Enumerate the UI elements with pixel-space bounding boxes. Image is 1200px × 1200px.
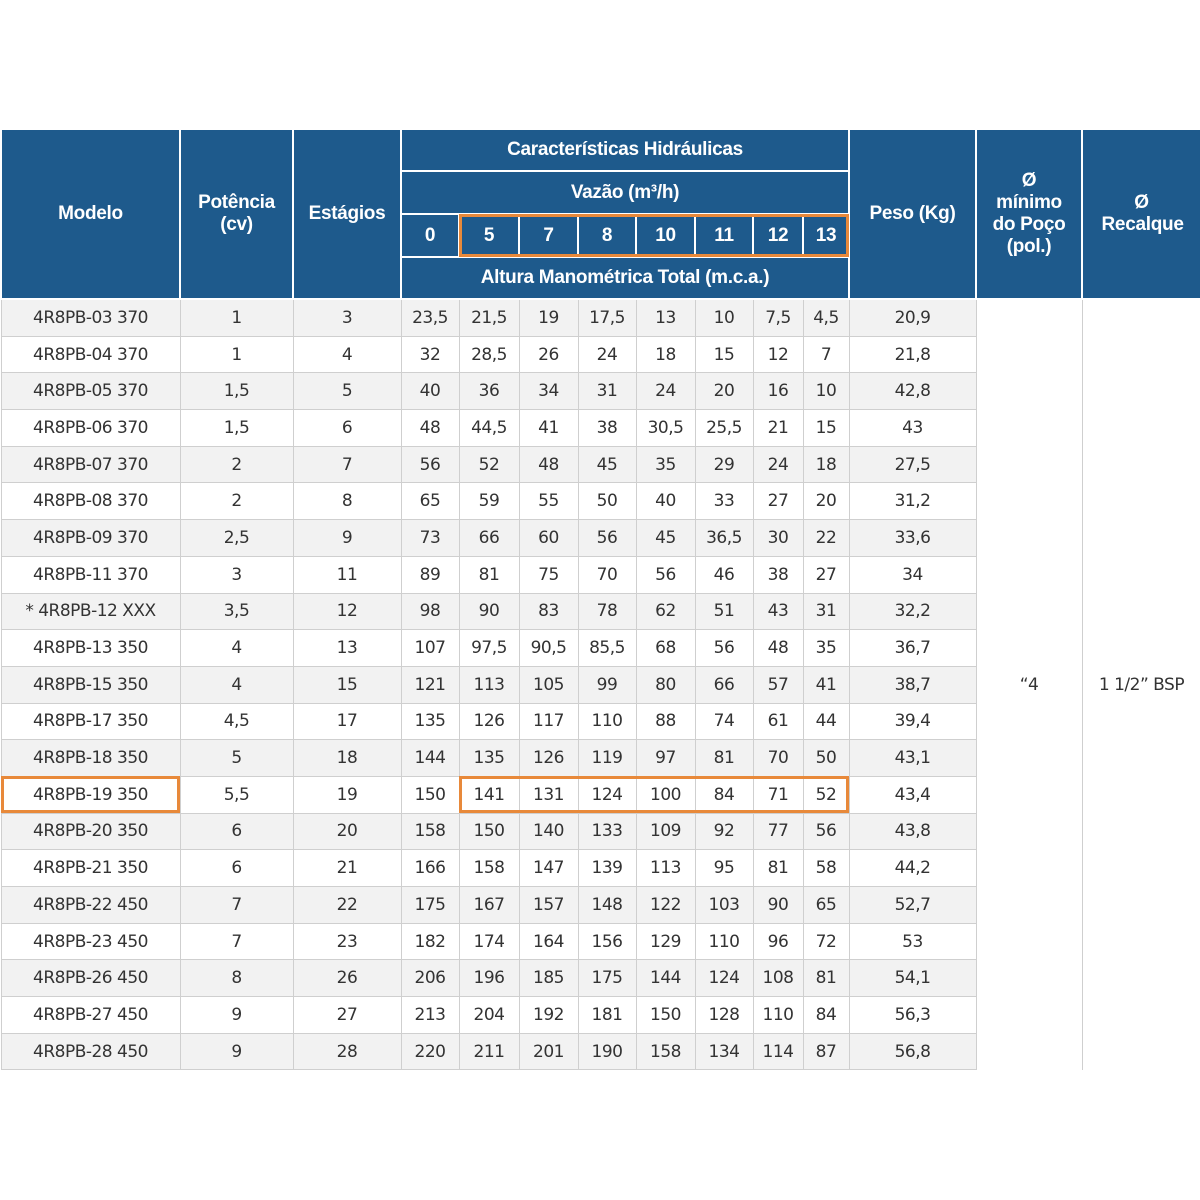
cell-peso: 56,8 bbox=[849, 1033, 976, 1070]
cell-altura: 196 bbox=[459, 960, 519, 997]
pump-spec-table-container bbox=[0, 128, 1200, 1071]
cell-altura: 84 bbox=[803, 997, 849, 1034]
cell-altura: 175 bbox=[578, 960, 636, 997]
cell-altura: 7,5 bbox=[753, 299, 803, 336]
cell-peso: 54,1 bbox=[849, 960, 976, 997]
cell-estagios: 9 bbox=[293, 520, 401, 557]
cell-peso: 38,7 bbox=[849, 666, 976, 703]
cell-altura: 103 bbox=[695, 887, 753, 924]
cell-altura: 117 bbox=[519, 703, 578, 740]
cell-altura: 89 bbox=[401, 556, 459, 593]
cell-altura: 7 bbox=[803, 336, 849, 373]
cell-altura: 15 bbox=[695, 336, 753, 373]
cell-altura: 110 bbox=[753, 997, 803, 1034]
cell-altura: 144 bbox=[636, 960, 695, 997]
cell-peso: 27,5 bbox=[849, 446, 976, 483]
cell-altura: 201 bbox=[519, 1033, 578, 1070]
header-modelo: Modelo bbox=[1, 129, 180, 299]
cell-modelo: 4R8PB-21 350 bbox=[1, 850, 180, 887]
cell-peso: 39,4 bbox=[849, 703, 976, 740]
cell-potencia: 4 bbox=[180, 630, 293, 667]
cell-modelo: * 4R8PB-12 XXX bbox=[1, 593, 180, 630]
header-flow-6: 12 bbox=[753, 214, 803, 257]
cell-altura: 24 bbox=[578, 336, 636, 373]
cell-modelo: 4R8PB-09 370 bbox=[1, 520, 180, 557]
cell-altura: 65 bbox=[401, 483, 459, 520]
cell-potencia: 1,5 bbox=[180, 373, 293, 410]
cell-altura: 40 bbox=[401, 373, 459, 410]
cell-altura: 144 bbox=[401, 740, 459, 777]
cell-altura: 113 bbox=[459, 666, 519, 703]
header-vazao: Vazão (m³/h) bbox=[401, 171, 849, 214]
cell-estagios: 11 bbox=[293, 556, 401, 593]
cell-altura: 57 bbox=[753, 666, 803, 703]
cell-altura: 80 bbox=[636, 666, 695, 703]
cell-altura: 30 bbox=[753, 520, 803, 557]
cell-estagios: 26 bbox=[293, 960, 401, 997]
cell-altura: 124 bbox=[695, 960, 753, 997]
cell-altura: 99 bbox=[578, 666, 636, 703]
cell-altura: 10 bbox=[695, 299, 753, 336]
cell-altura: 95 bbox=[695, 850, 753, 887]
cell-peso: 32,2 bbox=[849, 593, 976, 630]
cell-modelo: 4R8PB-28 450 bbox=[1, 1033, 180, 1070]
cell-altura: 124 bbox=[578, 776, 636, 813]
cell-peso: 44,2 bbox=[849, 850, 976, 887]
header-flow-0: 0 bbox=[401, 214, 459, 257]
cell-peso: 43,1 bbox=[849, 740, 976, 777]
cell-altura: 105 bbox=[519, 666, 578, 703]
cell-modelo: 4R8PB-26 450 bbox=[1, 960, 180, 997]
cell-altura: 97,5 bbox=[459, 630, 519, 667]
cell-altura: 78 bbox=[578, 593, 636, 630]
cell-altura: 22 bbox=[803, 520, 849, 557]
cell-potencia: 2 bbox=[180, 483, 293, 520]
cell-estagios: 23 bbox=[293, 923, 401, 960]
cell-altura: 66 bbox=[695, 666, 753, 703]
cell-estagios: 20 bbox=[293, 813, 401, 850]
cell-altura: 23,5 bbox=[401, 299, 459, 336]
cell-altura: 56 bbox=[803, 813, 849, 850]
cell-altura: 181 bbox=[578, 997, 636, 1034]
cell-modelo: 4R8PB-15 350 bbox=[1, 666, 180, 703]
cell-altura: 141 bbox=[459, 776, 519, 813]
cell-altura: 85,5 bbox=[578, 630, 636, 667]
header-flow-7: 13 bbox=[803, 214, 849, 257]
cell-altura: 15 bbox=[803, 410, 849, 447]
cell-modelo: 4R8PB-19 350 bbox=[1, 776, 180, 813]
cell-altura: 61 bbox=[753, 703, 803, 740]
cell-altura: 206 bbox=[401, 960, 459, 997]
cell-potencia: 5,5 bbox=[180, 776, 293, 813]
pump-spec-table bbox=[0, 128, 1200, 1070]
cell-altura: 24 bbox=[753, 446, 803, 483]
cell-altura: 158 bbox=[636, 1033, 695, 1070]
header-flow-4: 10 bbox=[636, 214, 695, 257]
cell-peso: 53 bbox=[849, 923, 976, 960]
cell-altura: 92 bbox=[695, 813, 753, 850]
cell-modelo: 4R8PB-04 370 bbox=[1, 336, 180, 373]
cell-peso: 36,7 bbox=[849, 630, 976, 667]
cell-altura: 81 bbox=[459, 556, 519, 593]
cell-altura: 16 bbox=[753, 373, 803, 410]
cell-altura: 126 bbox=[519, 740, 578, 777]
cell-altura: 140 bbox=[519, 813, 578, 850]
header-poco bbox=[976, 129, 1082, 299]
cell-peso: 31,2 bbox=[849, 483, 976, 520]
cell-altura: 150 bbox=[459, 813, 519, 850]
cell-modelo: 4R8PB-22 450 bbox=[1, 887, 180, 924]
cell-altura: 90,5 bbox=[519, 630, 578, 667]
cell-altura: 10 bbox=[803, 373, 849, 410]
cell-altura: 12 bbox=[753, 336, 803, 373]
cell-altura: 20 bbox=[803, 483, 849, 520]
cell-potencia: 2,5 bbox=[180, 520, 293, 557]
cell-altura: 220 bbox=[401, 1033, 459, 1070]
cell-peso: 20,9 bbox=[849, 299, 976, 336]
cell-potencia: 4 bbox=[180, 666, 293, 703]
cell-altura: 52 bbox=[803, 776, 849, 813]
cell-peso: 42,8 bbox=[849, 373, 976, 410]
cell-altura: 51 bbox=[695, 593, 753, 630]
cell-altura: 204 bbox=[459, 997, 519, 1034]
cell-altura: 41 bbox=[803, 666, 849, 703]
cell-altura: 74 bbox=[695, 703, 753, 740]
cell-altura: 28,5 bbox=[459, 336, 519, 373]
cell-peso: 34 bbox=[849, 556, 976, 593]
cell-altura: 27 bbox=[803, 556, 849, 593]
cell-altura: 90 bbox=[753, 887, 803, 924]
header-flow-5: 11 bbox=[695, 214, 753, 257]
cell-altura: 174 bbox=[459, 923, 519, 960]
cell-altura: 58 bbox=[803, 850, 849, 887]
cell-altura: 13 bbox=[636, 299, 695, 336]
table-body bbox=[1, 299, 1200, 1070]
cell-altura: 48 bbox=[753, 630, 803, 667]
cell-potencia: 2 bbox=[180, 446, 293, 483]
table-row bbox=[1, 299, 1200, 336]
cell-modelo: 4R8PB-18 350 bbox=[1, 740, 180, 777]
cell-peso: 43,8 bbox=[849, 813, 976, 850]
cell-altura: 128 bbox=[695, 997, 753, 1034]
cell-altura: 40 bbox=[636, 483, 695, 520]
cell-altura: 114 bbox=[753, 1033, 803, 1070]
cell-altura: 60 bbox=[519, 520, 578, 557]
cell-estagios: 6 bbox=[293, 410, 401, 447]
cell-peso: 56,3 bbox=[849, 997, 976, 1034]
cell-altura: 158 bbox=[459, 850, 519, 887]
cell-altura: 41 bbox=[519, 410, 578, 447]
cell-altura: 182 bbox=[401, 923, 459, 960]
cell-potencia: 9 bbox=[180, 1033, 293, 1070]
header-estagios: Estágios bbox=[293, 129, 401, 299]
cell-estagios: 21 bbox=[293, 850, 401, 887]
cell-altura: 175 bbox=[401, 887, 459, 924]
cell-altura: 4,5 bbox=[803, 299, 849, 336]
cell-altura: 166 bbox=[401, 850, 459, 887]
cell-modelo: 4R8PB-27 450 bbox=[1, 997, 180, 1034]
cell-altura: 211 bbox=[459, 1033, 519, 1070]
cell-altura: 131 bbox=[519, 776, 578, 813]
cell-estagios: 12 bbox=[293, 593, 401, 630]
cell-altura: 84 bbox=[695, 776, 753, 813]
cell-modelo: 4R8PB-20 350 bbox=[1, 813, 180, 850]
cell-altura: 56 bbox=[695, 630, 753, 667]
cell-modelo: 4R8PB-03 370 bbox=[1, 299, 180, 336]
cell-altura: 29 bbox=[695, 446, 753, 483]
cell-altura: 72 bbox=[803, 923, 849, 960]
cell-altura: 32 bbox=[401, 336, 459, 373]
header-potencia-label: Potência (cv) bbox=[198, 192, 275, 235]
cell-modelo: 4R8PB-08 370 bbox=[1, 483, 180, 520]
cell-altura: 90 bbox=[459, 593, 519, 630]
cell-altura: 81 bbox=[695, 740, 753, 777]
cell-altura: 21 bbox=[753, 410, 803, 447]
cell-altura: 135 bbox=[459, 740, 519, 777]
cell-altura: 59 bbox=[459, 483, 519, 520]
cell-altura: 33 bbox=[695, 483, 753, 520]
cell-peso: 33,6 bbox=[849, 520, 976, 557]
cell-altura: 65 bbox=[803, 887, 849, 924]
cell-altura: 148 bbox=[578, 887, 636, 924]
cell-altura: 100 bbox=[636, 776, 695, 813]
cell-peso: 43,4 bbox=[849, 776, 976, 813]
cell-altura: 27 bbox=[753, 483, 803, 520]
cell-altura: 38 bbox=[578, 410, 636, 447]
cell-peso: 21,8 bbox=[849, 336, 976, 373]
cell-estagios: 28 bbox=[293, 1033, 401, 1070]
cell-peso: 43 bbox=[849, 410, 976, 447]
cell-modelo: 4R8PB-17 350 bbox=[1, 703, 180, 740]
cell-modelo: 4R8PB-06 370 bbox=[1, 410, 180, 447]
cell-altura: 31 bbox=[578, 373, 636, 410]
table-header bbox=[1, 129, 1200, 299]
cell-altura: 164 bbox=[519, 923, 578, 960]
cell-estagios: 8 bbox=[293, 483, 401, 520]
cell-altura: 88 bbox=[636, 703, 695, 740]
cell-recalque: 1 1/2” BSP bbox=[1082, 299, 1200, 1070]
cell-estagios: 15 bbox=[293, 666, 401, 703]
cell-potencia: 6 bbox=[180, 850, 293, 887]
cell-altura: 190 bbox=[578, 1033, 636, 1070]
cell-altura: 44 bbox=[803, 703, 849, 740]
cell-potencia: 3 bbox=[180, 556, 293, 593]
cell-altura: 121 bbox=[401, 666, 459, 703]
cell-modelo: 4R8PB-13 350 bbox=[1, 630, 180, 667]
cell-poco: “4 bbox=[976, 299, 1082, 1070]
cell-potencia: 6 bbox=[180, 813, 293, 850]
cell-altura: 109 bbox=[636, 813, 695, 850]
cell-altura: 31 bbox=[803, 593, 849, 630]
cell-altura: 20 bbox=[695, 373, 753, 410]
header-caracteristicas: Características Hidráulicas bbox=[401, 129, 849, 171]
header-recalque bbox=[1082, 129, 1200, 299]
cell-altura: 25,5 bbox=[695, 410, 753, 447]
cell-estagios: 13 bbox=[293, 630, 401, 667]
cell-altura: 44,5 bbox=[459, 410, 519, 447]
cell-altura: 110 bbox=[695, 923, 753, 960]
cell-potencia: 1,5 bbox=[180, 410, 293, 447]
cell-altura: 119 bbox=[578, 740, 636, 777]
cell-altura: 133 bbox=[578, 813, 636, 850]
cell-estagios: 27 bbox=[293, 997, 401, 1034]
cell-altura: 68 bbox=[636, 630, 695, 667]
cell-altura: 17,5 bbox=[578, 299, 636, 336]
cell-altura: 97 bbox=[636, 740, 695, 777]
cell-altura: 156 bbox=[578, 923, 636, 960]
cell-altura: 213 bbox=[401, 997, 459, 1034]
cell-altura: 108 bbox=[753, 960, 803, 997]
header-peso: Peso (Kg) bbox=[849, 129, 976, 299]
cell-potencia: 5 bbox=[180, 740, 293, 777]
cell-altura: 36 bbox=[459, 373, 519, 410]
cell-altura: 150 bbox=[636, 997, 695, 1034]
header-flow-1: 5 bbox=[459, 214, 519, 257]
cell-estagios: 3 bbox=[293, 299, 401, 336]
cell-altura: 71 bbox=[753, 776, 803, 813]
cell-potencia: 9 bbox=[180, 997, 293, 1034]
cell-modelo: 4R8PB-07 370 bbox=[1, 446, 180, 483]
cell-altura: 18 bbox=[636, 336, 695, 373]
cell-altura: 24 bbox=[636, 373, 695, 410]
cell-altura: 126 bbox=[459, 703, 519, 740]
cell-altura: 21,5 bbox=[459, 299, 519, 336]
cell-altura: 43 bbox=[753, 593, 803, 630]
cell-altura: 122 bbox=[636, 887, 695, 924]
cell-altura: 192 bbox=[519, 997, 578, 1034]
cell-altura: 150 bbox=[401, 776, 459, 813]
cell-altura: 36,5 bbox=[695, 520, 753, 557]
cell-altura: 30,5 bbox=[636, 410, 695, 447]
cell-altura: 81 bbox=[803, 960, 849, 997]
cell-estagios: 19 bbox=[293, 776, 401, 813]
cell-potencia: 7 bbox=[180, 923, 293, 960]
header-recalque-label: Ø Recalque bbox=[1101, 192, 1184, 235]
cell-altura: 73 bbox=[401, 520, 459, 557]
cell-altura: 66 bbox=[459, 520, 519, 557]
cell-altura: 35 bbox=[803, 630, 849, 667]
cell-altura: 19 bbox=[519, 299, 578, 336]
cell-altura: 135 bbox=[401, 703, 459, 740]
cell-altura: 158 bbox=[401, 813, 459, 850]
cell-potencia: 8 bbox=[180, 960, 293, 997]
cell-altura: 56 bbox=[636, 556, 695, 593]
cell-peso: 52,7 bbox=[849, 887, 976, 924]
cell-altura: 87 bbox=[803, 1033, 849, 1070]
cell-altura: 48 bbox=[401, 410, 459, 447]
cell-altura: 129 bbox=[636, 923, 695, 960]
cell-altura: 48 bbox=[519, 446, 578, 483]
cell-modelo: 4R8PB-05 370 bbox=[1, 373, 180, 410]
cell-estagios: 4 bbox=[293, 336, 401, 373]
cell-altura: 55 bbox=[519, 483, 578, 520]
cell-altura: 34 bbox=[519, 373, 578, 410]
cell-altura: 45 bbox=[636, 520, 695, 557]
cell-potencia: 3,5 bbox=[180, 593, 293, 630]
cell-altura: 50 bbox=[803, 740, 849, 777]
cell-altura: 81 bbox=[753, 850, 803, 887]
cell-potencia: 1 bbox=[180, 299, 293, 336]
cell-altura: 77 bbox=[753, 813, 803, 850]
header-flow-2: 7 bbox=[519, 214, 578, 257]
cell-altura: 139 bbox=[578, 850, 636, 887]
cell-altura: 98 bbox=[401, 593, 459, 630]
cell-altura: 45 bbox=[578, 446, 636, 483]
cell-altura: 185 bbox=[519, 960, 578, 997]
cell-altura: 70 bbox=[578, 556, 636, 593]
cell-altura: 83 bbox=[519, 593, 578, 630]
cell-potencia: 4,5 bbox=[180, 703, 293, 740]
cell-estagios: 5 bbox=[293, 373, 401, 410]
cell-estagios: 17 bbox=[293, 703, 401, 740]
header-potencia bbox=[180, 129, 293, 299]
cell-altura: 107 bbox=[401, 630, 459, 667]
cell-estagios: 22 bbox=[293, 887, 401, 924]
cell-altura: 35 bbox=[636, 446, 695, 483]
cell-altura: 147 bbox=[519, 850, 578, 887]
cell-potencia: 7 bbox=[180, 887, 293, 924]
cell-altura: 46 bbox=[695, 556, 753, 593]
cell-altura: 110 bbox=[578, 703, 636, 740]
header-flow-3: 8 bbox=[578, 214, 636, 257]
cell-estagios: 18 bbox=[293, 740, 401, 777]
cell-altura: 167 bbox=[459, 887, 519, 924]
cell-altura: 26 bbox=[519, 336, 578, 373]
cell-altura: 113 bbox=[636, 850, 695, 887]
header-altura: Altura Manométrica Total (m.c.a.) bbox=[401, 257, 849, 299]
cell-altura: 50 bbox=[578, 483, 636, 520]
cell-altura: 62 bbox=[636, 593, 695, 630]
cell-modelo: 4R8PB-11 370 bbox=[1, 556, 180, 593]
header-poco-label: Ø mínimo do Poço (pol.) bbox=[992, 170, 1066, 257]
cell-modelo: 4R8PB-23 450 bbox=[1, 923, 180, 960]
cell-altura: 38 bbox=[753, 556, 803, 593]
cell-altura: 56 bbox=[578, 520, 636, 557]
cell-potencia: 1 bbox=[180, 336, 293, 373]
cell-altura: 96 bbox=[753, 923, 803, 960]
cell-altura: 157 bbox=[519, 887, 578, 924]
cell-altura: 56 bbox=[401, 446, 459, 483]
cell-altura: 75 bbox=[519, 556, 578, 593]
cell-altura: 18 bbox=[803, 446, 849, 483]
cell-altura: 70 bbox=[753, 740, 803, 777]
cell-estagios: 7 bbox=[293, 446, 401, 483]
cell-altura: 134 bbox=[695, 1033, 753, 1070]
cell-altura: 52 bbox=[459, 446, 519, 483]
